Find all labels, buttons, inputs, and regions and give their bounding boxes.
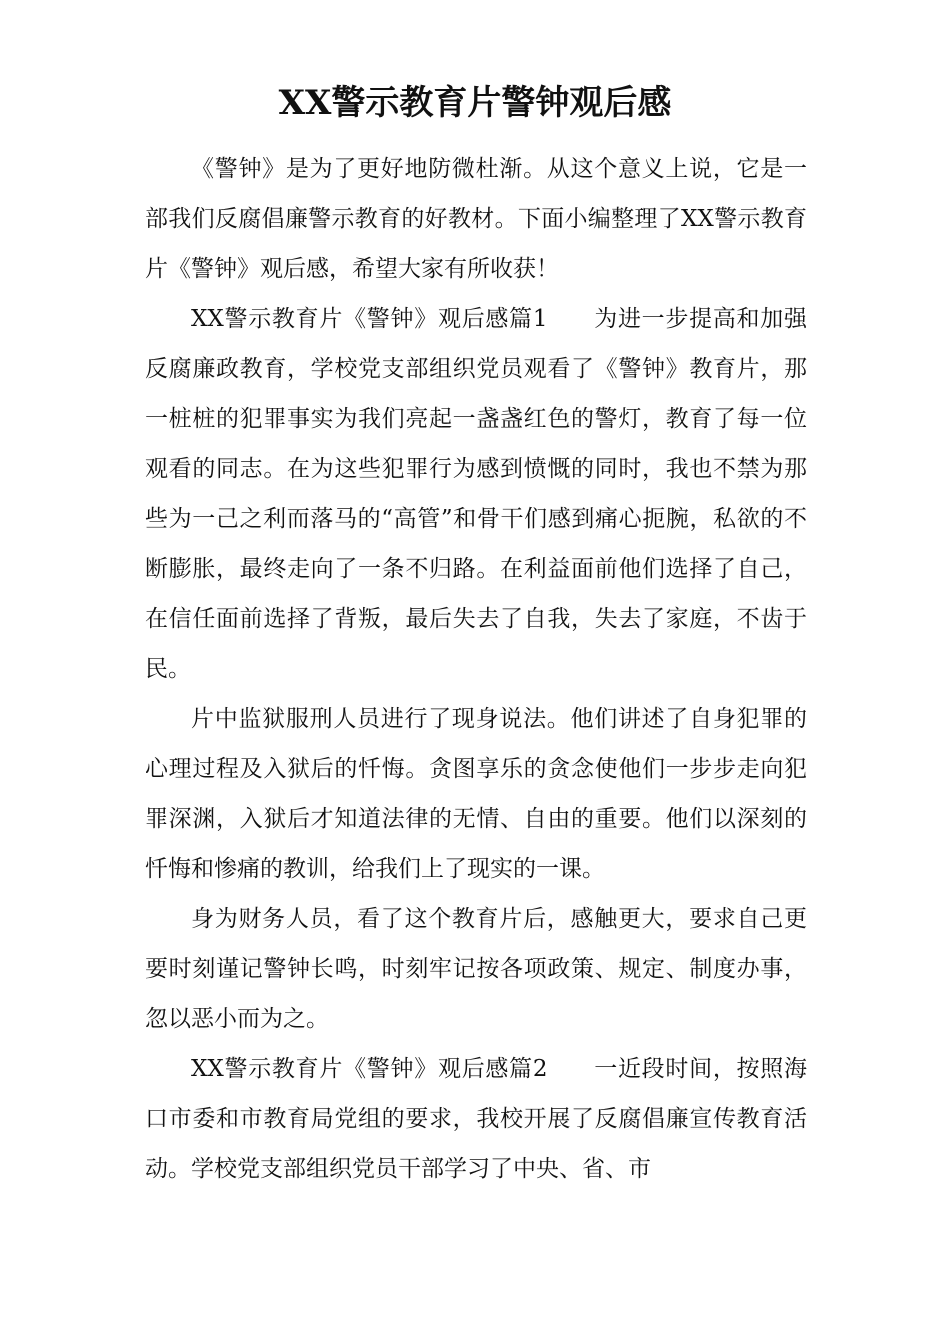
section-1-text: 为进一步提高和加强反腐廉政教育，学校党支部组织党员观看了《警钟》教育片，那一桩桩的犯罪事实为我们亮起一盏盏红色的警灯，教育了每一位观看的同志。在为这些犯罪行为感到愤慨的同时，我也不禁为那些为一己之利而落马的“高管”和骨干们感到痛心扼腕，私欲的不断膨胀，最终走向了一条不归路。在利益面前他们选择了自己，在信任面前选择了背叛，最后失去了自我，失去了家庭，不齿于民。 <box>145 306 807 682</box>
paragraph-finance <box>145 894 807 1044</box>
document-body <box>145 144 807 1194</box>
intro-text: 《警钟》是为了更好地防微杜渐。从这个意义上说，它是一部我们反腐倡廉警示教育的好教材。下面小编整理了XX警示教育片《警钟》观后感，希望大家有所收获！ <box>145 156 807 282</box>
section-2-text: 一近段时间，按照海口市委和市教育局党组的要求，我校开展了反腐倡廉宣传教育活动。学校党支部组织党员干部学习了中央、省、市 <box>145 1056 807 1182</box>
finance-text: 身为财务人员，看了这个教育片后，感触更大，要求自己更要时刻谨记警钟长鸣，时刻牢记按各项政策、规定、制度办事，忽以恶小而为之。 <box>145 906 807 1032</box>
confession-text: 片中监狱服刑人员进行了现身说法。他们讲述了自身犯罪的心理过程及入狱后的忏悔。贪图享乐的贪念使他们一步步走向犯罪深渊，入狱后才知道法律的无情、自由的重要。他们以深刻的忏悔和惨痛的教训，给我们上了现实的一课。 <box>145 706 807 882</box>
document-title: XX警示教育片警钟观后感 <box>278 83 672 123</box>
section-2-paragraph <box>145 1044 807 1194</box>
paragraph-confession <box>145 694 807 894</box>
section-1-paragraph <box>145 294 807 694</box>
section-heading-2: XX警示教育片《警钟》观后感篇2 <box>191 1056 548 1082</box>
intro-paragraph <box>145 144 807 294</box>
section-heading-1: XX警示教育片《警钟》观后感篇1 <box>191 306 548 332</box>
